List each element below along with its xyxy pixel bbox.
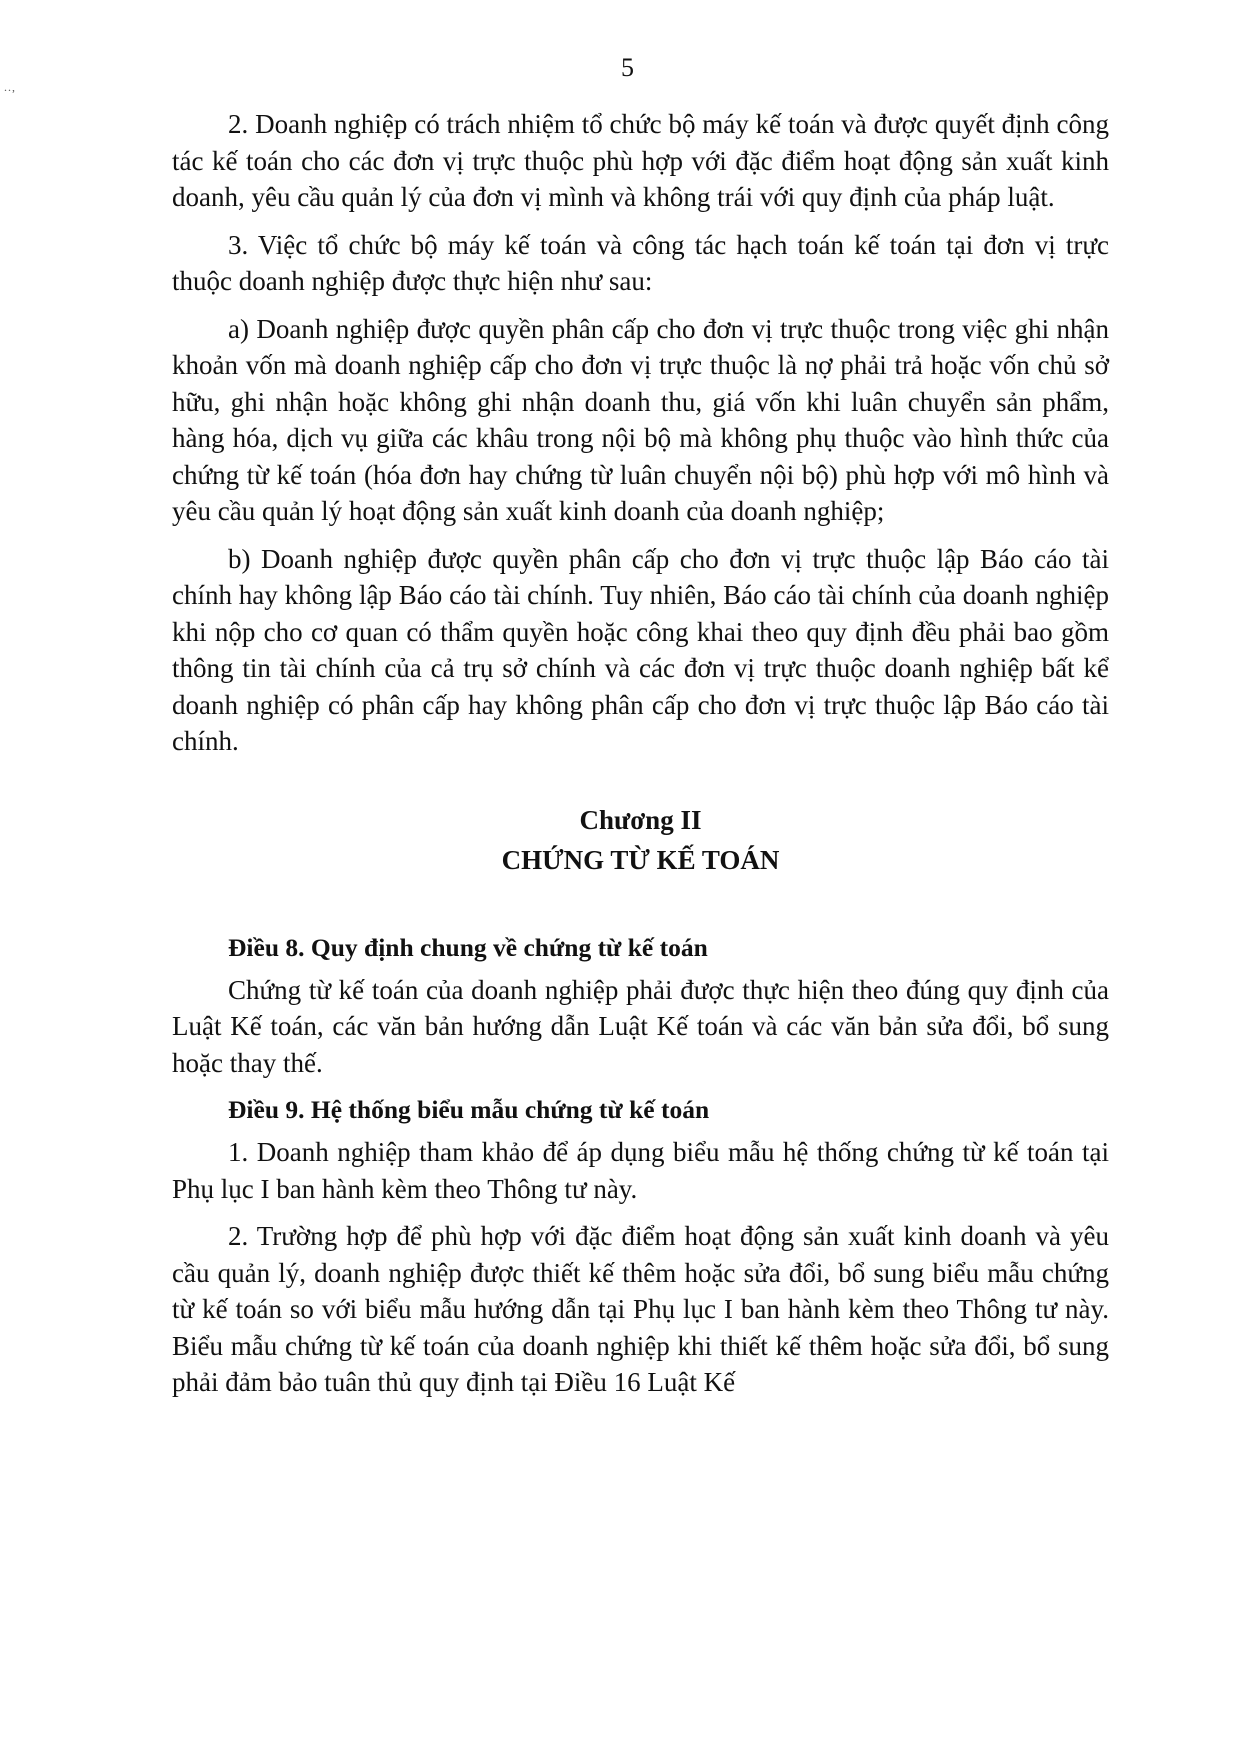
page-content bbox=[172, 106, 1109, 1412]
article-9-clause-2: 2. Trường hợp để phù hợp với đặc điểm hoạt động sản xuất kinh doanh và yêu cầu quản lý, doanh nghiệp được thiết kế thêm hoặc sửa đổi, bổ sung biểu mẫu chứng từ kế toán so với biểu mẫu hướng dẫn tại Phụ lục I ban hành kèm theo Thông tư này. Biểu mẫu chứng từ kế toán của doanh nghiệp khi thiết kế thêm hoặc sửa đổi, bổ sung phải đảm bảo tuân thủ quy định tại Điều 16 Luật Kế bbox=[172, 1221, 1109, 1397]
scan-mark: .., bbox=[4, 80, 16, 94]
chapter-title: CHỨNG TỪ KẾ TOÁN bbox=[501, 844, 780, 875]
article-8-paragraph: Chứng từ kế toán của doanh nghiệp phải được thực hiện theo đúng quy định của Luật Kế toán, các văn bản hướng dẫn Luật Kế toán và các văn bản sửa đổi, bổ sung hoặc thay thế. bbox=[172, 974, 1109, 1078]
article-8-heading: Điều 8. Quy định chung về chứng từ kế toán bbox=[228, 932, 708, 962]
article-9-clause-1: 1. Doanh nghiệp tham khảo để áp dụng biểu mẫu hệ thống chứng từ kế toán tại Phụ lục I ban hành kèm theo Thông tư này. bbox=[172, 1137, 1109, 1204]
paragraph-clause-3: 3. Việc tổ chức bộ máy kế toán và công tác hạch toán kế toán tại đơn vị trực thuộc doanh nghiệp được thực hiện như sau: bbox=[172, 229, 1109, 296]
chapter-heading bbox=[172, 800, 1109, 880]
article-9-heading: Điều 9. Hệ thống biểu mẫu chứng từ kế toán bbox=[228, 1095, 710, 1124]
page-number: 5 bbox=[621, 53, 634, 82]
chapter-label: Chương II bbox=[579, 804, 702, 835]
paragraph-clause-3b: b) Doanh nghiệp được quyền phân cấp cho đơn vị trực thuộc lập Báo cáo tài chính hay không lập Báo cáo tài chính. Tuy nhiên, Báo cáo tài chính của doanh nghiệp khi nộp cho cơ quan có thẩm quyền hoặc công khai theo quy định đều phải bao gồm thông tin tài chính của cả trụ sở chính và các đơn vị trực thuộc doanh nghiệp bất kể doanh nghiệp có phân cấp hay không phân cấp cho đơn vị trực thuộc lập Báo cáo tài chính. bbox=[172, 543, 1109, 756]
paragraph-clause-2: 2. Doanh nghiệp có trách nhiệm tổ chức bộ máy kế toán và được quyết định công tác kế toán cho các đơn vị trực thuộc phù hợp với đặc điểm hoạt động sản xuất kinh doanh, yêu cầu quản lý của đơn vị mình và không trái với quy định của pháp luật. bbox=[172, 109, 1109, 212]
paragraph-clause-3a: a) Doanh nghiệp được quyền phân cấp cho đơn vị trực thuộc trong việc ghi nhận khoản vốn mà doanh nghiệp cấp cho đơn vị trực thuộc là nợ phải trả hoặc vốn chủ sở hữu, ghi nhận hoặc không ghi nhận doanh thu, giá vốn khi luân chuyển sản phẩm, hàng hóa, dịch vụ giữa các khâu trong nội bộ mà không phụ thuộc vào hình thức của chứng từ kế toán (hóa đơn hay chứng từ luân chuyển nội bộ) phù hợp với mô hình và yêu cầu quản lý hoạt động sản xuất kinh doanh của doanh nghiệp; bbox=[172, 313, 1109, 526]
